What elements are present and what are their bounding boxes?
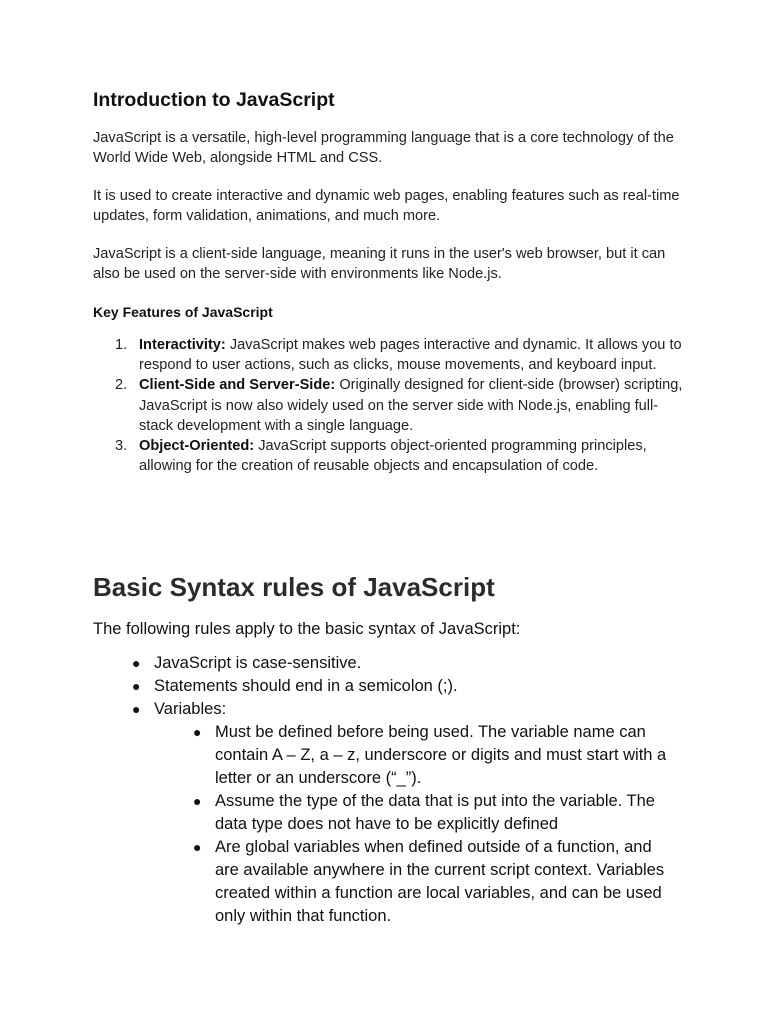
intro-heading: Introduction to JavaScript — [93, 89, 335, 111]
rule-item — [93, 675, 683, 698]
feature-item — [93, 436, 683, 476]
syntax-heading: Basic Syntax rules of JavaScript — [93, 572, 495, 602]
variable-rules-list — [154, 721, 683, 928]
intro-paragraph-2: It is used to create interactive and dynamic web pages, enabling features such as real-time updates, form validation, animations, and much more. — [93, 188, 680, 224]
feature-item — [93, 335, 683, 375]
bullet-icon: ● — [193, 839, 202, 855]
feature-number: 1. — [115, 337, 128, 353]
variable-rule-text: Must be defined before being used. The variable name can contain A – Z, a – z, underscore or digits and must start with a letter or an underscore (“_”). — [215, 723, 667, 787]
feature-term: Interactivity: — [139, 337, 226, 353]
feature-number: 3. — [115, 438, 128, 455]
bullet-icon: ● — [132, 655, 141, 671]
feature-term: Client-Side and Server-Side: — [139, 377, 336, 394]
feature-item — [93, 375, 683, 436]
bullet-icon: ● — [132, 678, 141, 694]
bullet-icon: ● — [132, 701, 141, 717]
rule-item — [93, 698, 683, 928]
variable-rule-item — [154, 790, 675, 836]
rule-text: Statements should end in a semicolon (;). — [154, 677, 458, 695]
features-list — [93, 335, 683, 476]
feature-text: JavaScript makes web pages interactive and dynamic. It allows you to respond to user actions, such as clicks, mouse movements, and keyboard input. — [139, 337, 682, 374]
intro-paragraph-1: JavaScript is a versatile, high-level programming language that is a core technology of the World Wide Web, alongside HTML and CSS. — [93, 130, 674, 166]
rule-item — [93, 652, 683, 675]
variable-rule-text: Are global variables when defined outside of a function, and are available anywhere in the current script context. Variables created within a function are local variables, and can be used only within that function. — [215, 838, 665, 925]
rule-text: Variables: — [154, 700, 227, 718]
syntax-rules-list — [93, 652, 683, 928]
variable-rule-item — [154, 721, 675, 790]
features-heading: Key Features of JavaScript — [93, 304, 273, 320]
feature-term: Object-Oriented: — [139, 438, 255, 455]
document-page — [93, 86, 683, 925]
feature-text: JavaScript supports object-oriented programming principles, allowing for the creation of reusable objects and encapsulation of code. — [139, 438, 647, 475]
bullet-icon: ● — [193, 724, 202, 740]
syntax-lead: The following rules apply to the basic syntax of JavaScript: — [93, 620, 521, 638]
variable-rule-text: Assume the type of the data that is put into the variable. The data type does not have to be explicitly defined — [215, 792, 655, 833]
rule-text: JavaScript is case-sensitive. — [154, 654, 362, 672]
bullet-icon: ● — [193, 793, 202, 809]
variable-rule-item — [154, 836, 675, 928]
feature-number: 2. — [115, 377, 128, 394]
feature-text: Originally designed for client-side (browser) scripting, JavaScript is now also widely used on the server side with Node.js, enabling full-stack development with a single language. — [139, 377, 683, 434]
intro-paragraph-3: JavaScript is a client-side language, meaning it runs in the user's web browser, but it can also be used on the server-side with environments like Node.js. — [93, 246, 666, 282]
